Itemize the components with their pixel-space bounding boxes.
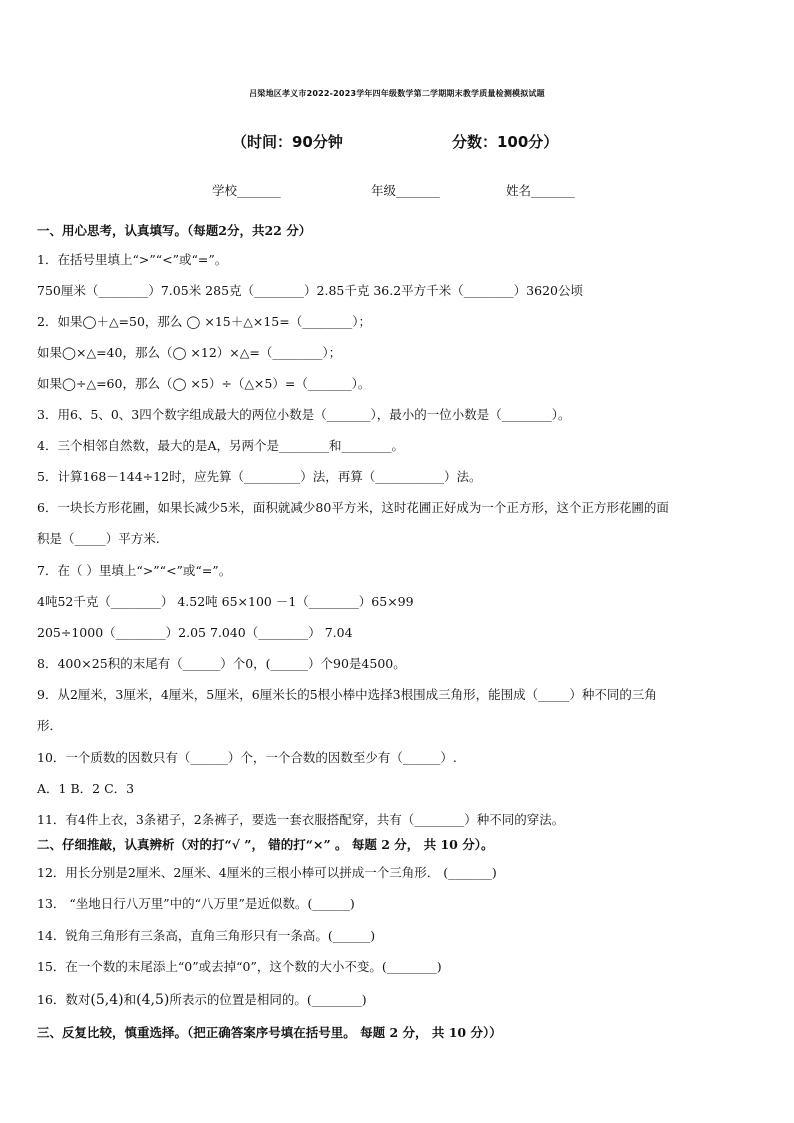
exam-time: （时间：90分钟 (232, 133, 343, 151)
question-16-prefix: 16．数对 (37, 992, 91, 1007)
question-3: 3．用6、5、0、3四个数字组成最大的两位小数是（_______），最小的一位小数是（________）。 (37, 407, 571, 422)
question-6-cont: 积是（_____）平方米. (37, 531, 160, 546)
question-5: 5．计算168－144÷12时，应先算（_________）法，再算（___________）法。 (37, 469, 482, 484)
coordinate-pair-2: (4,5) (136, 992, 170, 1008)
question-4: 4．三个相邻自然数，最大的是A，另两个是________和________。 (37, 438, 404, 453)
section-1-heading: 一、用心思考，认真填写。（每题2分，共22 分） (37, 223, 312, 238)
question-11: 11．有4件上衣，3条裙子，2条裤子，要选一套衣服搭配穿，共有（________）种不同的穿法。 (37, 812, 565, 827)
question-9: 9．从2厘米，3厘米，4厘米，5厘米，6厘米长的5根小棒中选择3根围成三角形，能围成（_____）种不同的三角 (37, 687, 657, 702)
question-10-options: A．1 B．2 C．3 (37, 781, 135, 796)
section-3-heading: 三、反复比较，慎重选择。（把正确答案序号填在括号里。 每题 2 分， 共 10 分）） (37, 1025, 502, 1040)
grade-field: 年级_______ (371, 183, 440, 198)
question-1-items: 750厘米（________）7.05米 285克（________）2.85千克 36.2平方千米（________）3620公顷 (37, 283, 583, 298)
question-15: 15．在一个数的末尾添上“0”或去掉“0”，这个数的大小不变。(________) (37, 959, 442, 974)
question-6: 6．一块长方形花圃，如果长减少5米，面积就减少80平方米，这时花圃正好成为一个正方形，这个正方形花圃的面 (37, 500, 669, 515)
question-16-and: 和 (123, 992, 137, 1007)
question-7-items-b: 205÷1000（________）2.05 7.040（________） 7.04 (37, 625, 353, 640)
exam-score: 分数：100分） (452, 133, 559, 151)
question-8: 8．400×25积的末尾有（______）个0，(______）个90是4500。 (37, 656, 406, 671)
question-2-part-b: 如果◯×△=40，那么（◯ ×12）×△=（________）； (37, 345, 342, 360)
question-14: 14．锐角三角形有三条高，直角三角形只有一条高。(______) (37, 928, 376, 943)
question-2: 2．如果◯＋△=50，那么 ◯ ×15＋△×15=（________）； (37, 314, 371, 329)
question-7-items-a: 4吨52千克（________） 4.52吨 65×100 －1（________）65×99 (37, 594, 414, 609)
coordinate-pair-1: (5,4) (90, 992, 124, 1008)
question-9-cont: 形． (37, 718, 63, 733)
name-field: 姓名_______ (506, 183, 575, 198)
school-field: 学校_______ (212, 183, 281, 198)
exam-title: 吕梁地区孝义市2022-2023学年四年级数学第二学期期末教学质量检测模拟试题 (249, 89, 545, 98)
question-10: 10．一个质数的因数只有（______）个，一个合数的因数至少有（______）. (37, 750, 457, 765)
question-16 (37, 992, 367, 1008)
question-2-part-c: 如果◯÷△=60，那么（◯ ×5）÷（△×5）=（_______）。 (37, 376, 371, 391)
question-7: 7．在（ ）里填上“>”“<”或“=”。 (37, 563, 232, 578)
question-16-suffix: 所表示的位置是相同的。(________) (169, 992, 367, 1007)
question-1: 1．在括号里填上“>”“<”或“=”。 (37, 252, 228, 267)
question-12: 12．用长分别是2厘米、2厘米、4厘米的三根小棒可以拼成一个三角形． (_______) (37, 865, 497, 880)
question-13: 13． “坐地日行八万里”中的“八万里”是近似数。(______) (37, 896, 355, 911)
section-2-heading: 二、仔细推敲，认真辨析（对的打“√ ”， 错的打“×” 。 每题 2 分， 共 10 分）。 (37, 837, 494, 852)
